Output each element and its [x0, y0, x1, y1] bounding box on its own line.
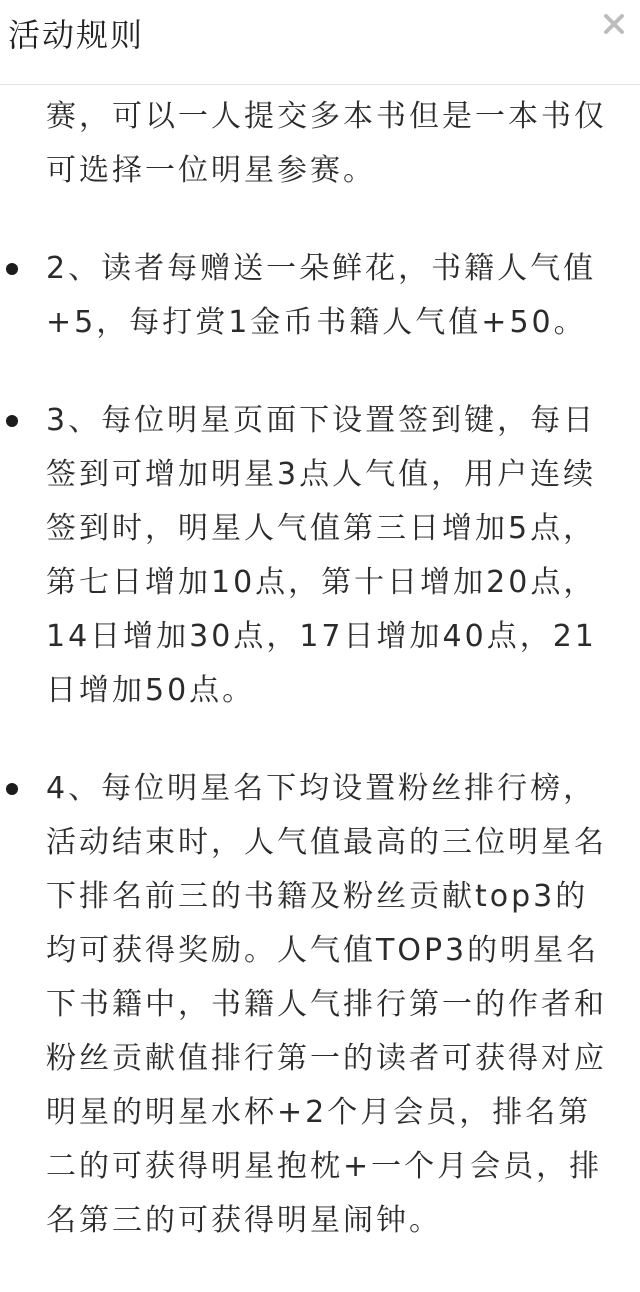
- bullet-icon: [6, 263, 18, 275]
- page-title: 活动规则: [8, 16, 145, 54]
- rule-text-1: 赛，可以一人提交多本书但是一本书仅可选择一位明星参赛。: [46, 99, 607, 188]
- rule-item-3: [0, 394, 640, 718]
- rule-item-4: [0, 762, 640, 1248]
- rule-text-3: 3、每位明星页面下设置签到键，每日签到可增加明星3点人气值，用户连续签到时，明星人气值第三日增加5点，第七日增加10点，第十日增加20点，14日增加30点，17日增加40点，21日增加50点。: [46, 403, 597, 708]
- rule-text-4: 4、每位明星名下均设置粉丝排行榜，活动结束时，人气值最高的三位明星名下排名前三的书籍及粉丝贡献top3的均可获得奖励。人气值TOP3的明星名下书籍中，书籍人气排行第一的作者和粉丝贡献值排行第一的读者可获得对应明星的明星水杯+2个月会员，排名第二的可获得明星抱枕+一个月会员，排名第三的可获得明星闹钟。: [46, 771, 607, 1238]
- rule-item-2: [0, 242, 640, 350]
- bullet-icon: [6, 415, 18, 427]
- header-bar: [0, 0, 640, 85]
- close-icon[interactable]: [596, 6, 632, 42]
- close-button[interactable]: [596, 6, 632, 42]
- rule-text-2: 2、读者每赠送一朵鲜花，书籍人气值+5，每打赏1金币书籍人气值+50。: [46, 251, 597, 340]
- rules-list: [0, 36, 640, 1292]
- bullet-icon: [6, 783, 18, 795]
- rules-content[interactable]: [0, 84, 640, 1238]
